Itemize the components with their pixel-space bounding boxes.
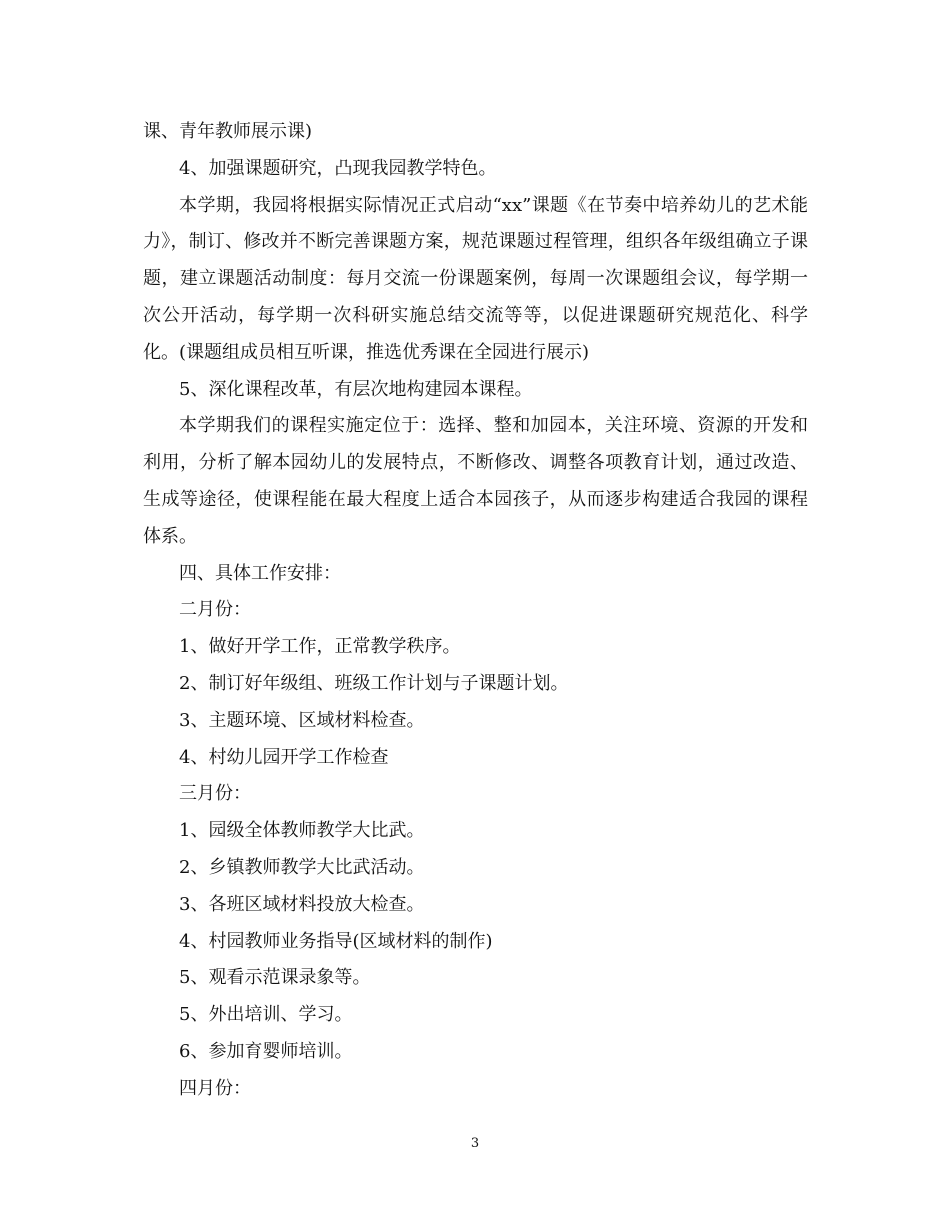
section-heading: 4、加强课题研究，凸现我园教学特色。 (179, 157, 497, 179)
paragraph: 课、青年教师展示课) (143, 121, 313, 142)
list-item: 6、参加育婴师培训。 (179, 1040, 353, 1062)
list-item: 5、观看示范课录象等。 (179, 967, 371, 989)
list-item: 4、村幼儿园开学工作检查 (179, 746, 389, 768)
list-item: 1、园级全体教师教学大比武。 (179, 820, 425, 842)
list-item: 3、主题环境、区域材料检查。 (179, 709, 425, 731)
paragraph: 本学期，我园将根据实际情况正式启动“xx”课题《在节奏中培养幼儿的艺术能力》，制订、修改并不断完善课题方案，规范课题过程管理，组织各年级组确立子课题，建立课题活动制度：每月交流一份课题案例，每周一次课题组会议，每学期一次公开活动，每学期一次科研实施总结交流等等，以促进课题研究规范化、科学化。(课题组成员相互听课，推选优秀课在全园进行展示) (143, 194, 808, 363)
list-item: 3、各班区域材料投放大检查。 (179, 893, 425, 915)
list-item: 4、村园教师业务指导(区域材料的制作) (179, 930, 493, 952)
section-heading: 四、具体工作安排： (179, 562, 341, 584)
month-heading: 二月份： (179, 599, 251, 621)
list-item: 5、外出培训、学习。 (179, 1004, 353, 1026)
page-number: 3 (470, 1136, 480, 1151)
paragraph: 本学期我们的课程实施定位于：选择、整和加园本，关注环境、资源的开发和利用，分析了解本园幼儿的发展特点，不断修改、调整各项教育计划，通过改造、生成等途径，使课程能在最大程度上适合本园孩子，从而逐步构建适合我园的课程体系。 (143, 415, 808, 547)
month-heading: 四月份： (179, 1077, 251, 1099)
month-heading: 三月份： (179, 783, 251, 805)
list-item: 2、制订好年级组、班级工作计划与子课题计划。 (179, 672, 569, 694)
list-item: 1、做好开学工作，正常教学秩序。 (179, 636, 461, 658)
list-item: 2、乡镇教师教学大比武活动。 (179, 856, 425, 878)
section-heading: 5、深化课程改革，有层次地构建园本课程。 (179, 378, 533, 400)
document-body (143, 114, 808, 1108)
